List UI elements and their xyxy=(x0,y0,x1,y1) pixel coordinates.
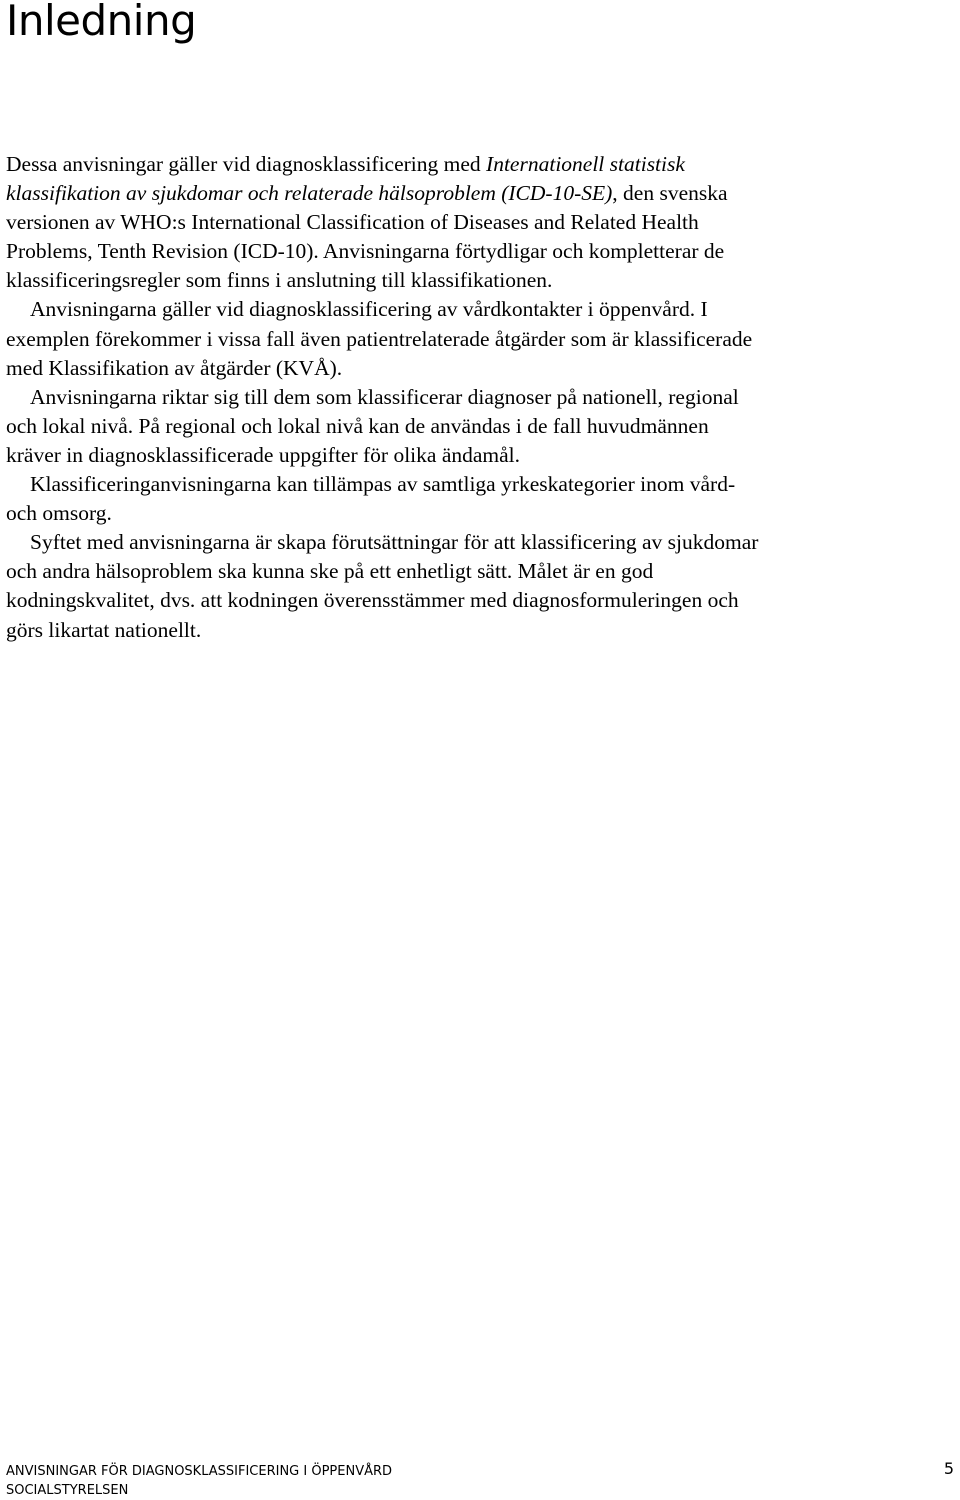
body-text xyxy=(6,150,766,645)
paragraph-audience: Anvisningarna riktar sig till dem som klassificerar diagnoser på nationell, regional och lokal nivå. På regional och lokal nivå kan de användas i de fall huvudmännen kräver in diagnosklassificerade uppgifter för olika ändamål. xyxy=(6,384,739,467)
paragraph-intro-start: Dessa anvisningar gäller vid diagnosklassificering med xyxy=(6,152,487,176)
paragraph-intro-end: , den svenska versionen av WHO:s International Classification of Diseases and Related Health Problems, Tenth Revision (ICD-10). Anvisningarna förtydligar och kompletterar de klassificeringsregler som finns i anslutning till klassifikationen. xyxy=(6,181,728,293)
footer xyxy=(6,1462,392,1500)
classification-title: Internationell statistisk klassifikation av sjukdomar och relaterade hälsoproblem (ICD-10-SE) xyxy=(6,152,685,206)
paragraph-professions: Klassificeringanvisningarna kan tillämpas av samtliga yrkeskategorier inom vård- och omsorg. xyxy=(6,472,736,526)
paragraph-purpose: Syftet med anvisningarna är skapa förutsättningar för att klassificering av sjukdomar och andra hälsoproblem ska kunna ske på ett enhetligt sätt. Målet är en god kodningskvalitet, dvs. att kodningen överensstämmer med diagnosformuleringen och görs likartat nationellt. xyxy=(6,530,759,642)
footer-document-title: ANVISNINGAR FÖR DIAGNOSKLASSIFICERING I ÖPPENVÅRD xyxy=(6,1464,393,1479)
page-number: 5 xyxy=(943,1459,954,1478)
footer-publisher: SOCIALSTYRELSEN xyxy=(6,1483,129,1498)
paragraph-scope: Anvisningarna gäller vid diagnosklassificering av vårdkontakter i öppenvård. I exemplen förekommer i vissa fall även patientrelaterade åtgärder som är klassificerade med Klassifikation av åtgärder (KVÅ). xyxy=(6,297,753,380)
paragraph-intro xyxy=(6,150,766,295)
page-title: Inledning xyxy=(6,0,197,45)
